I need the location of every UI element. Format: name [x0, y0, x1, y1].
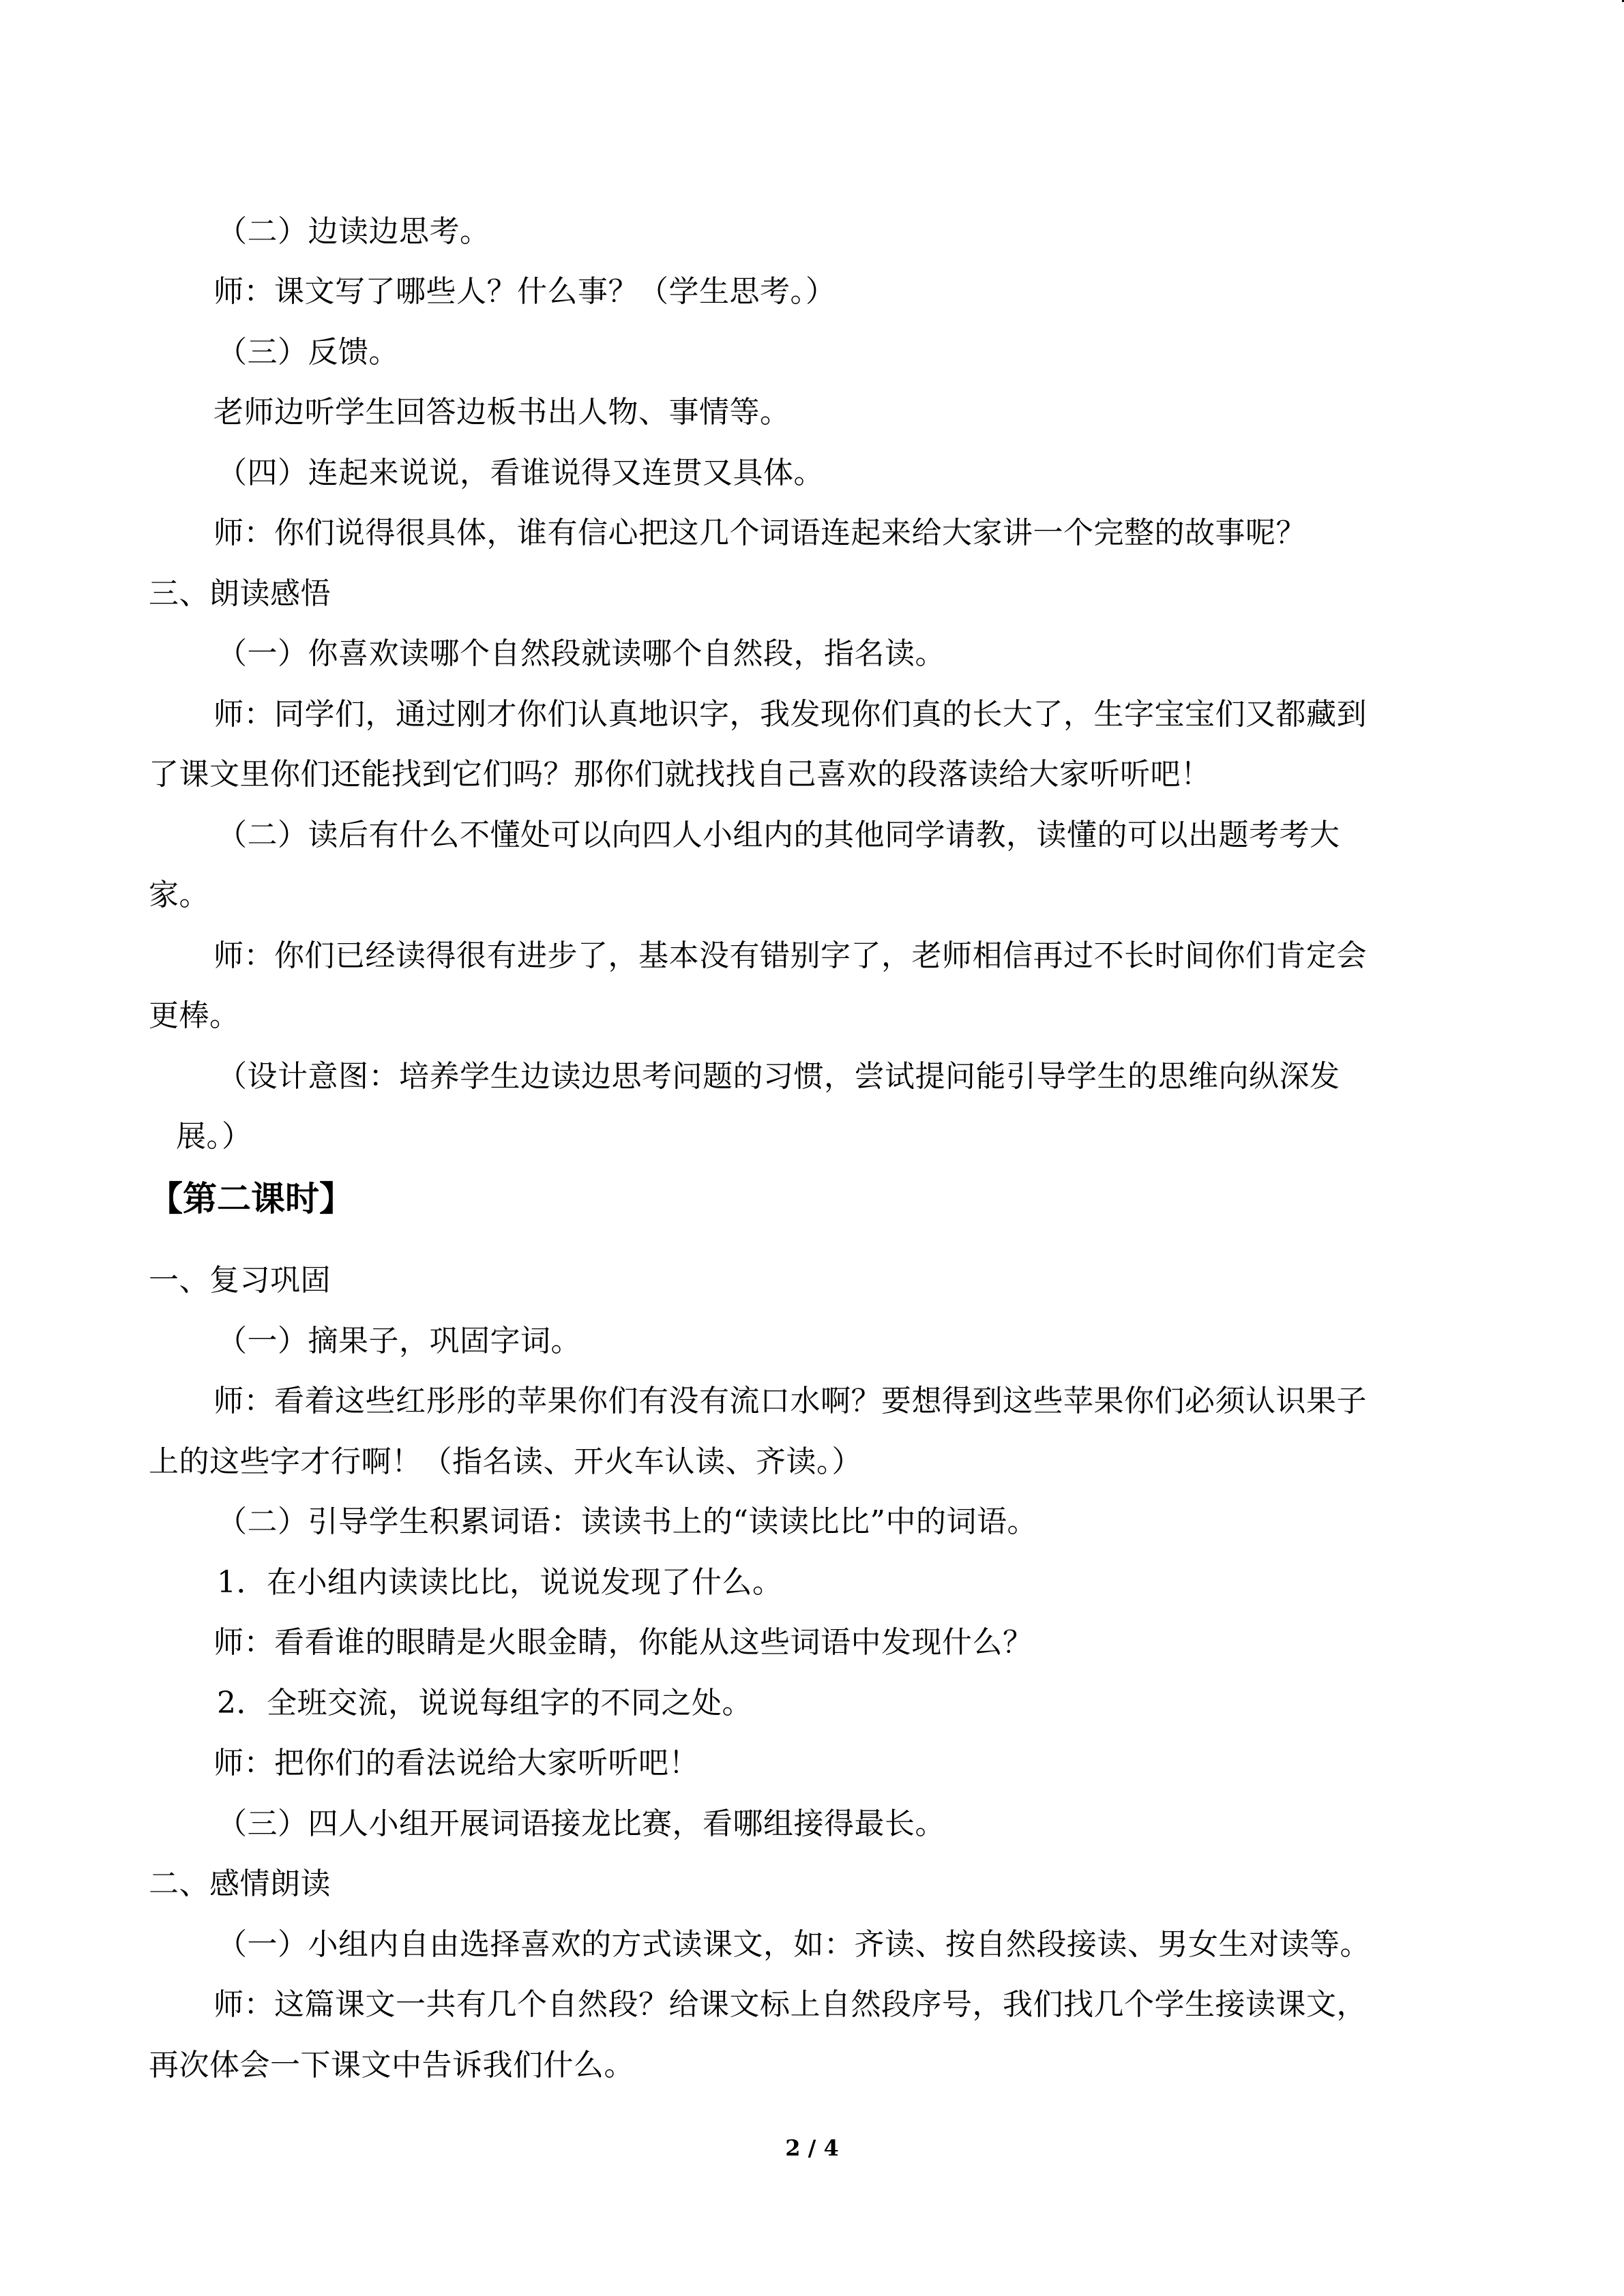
text-line: 更棒。 [149, 998, 240, 1033]
section-title: 三、朗读感悟 [149, 576, 331, 611]
text-line: （四）连起来说说，看谁说得又连贯又具体。 [217, 456, 824, 490]
text-line: （三）四人小组开展词语接龙比赛，看哪组接得最长。 [217, 1806, 945, 1841]
text-line: 了课文里你们还能找到它们吗？那你们就找找自己喜欢的段落读给大家听听吧！ [149, 757, 1211, 792]
text-line: （二）读后有什么不懂处可以向四人小组内的其他同学请教，读懂的可以出题考考大 [217, 818, 1340, 852]
text-line: （二）引导学生积累词语：读读书上的“读读比比”中的词语。 [217, 1504, 1037, 1539]
text-line: 师：同学们，通过刚才你们认真地识字，我发现你们真的长大了，生字宝宝们又都藏到 [213, 697, 1367, 732]
text-line: 师：把你们的看法说给大家听听吧！ [213, 1746, 699, 1780]
text-line: （一）摘果子，巩固字词。 [217, 1324, 581, 1358]
text-line: 1．在小组内读读比比，说说发现了什么。 [217, 1565, 783, 1600]
text-line: 师：看看谁的眼睛是火眼金睛，你能从这些词语中发现什么？ [213, 1625, 1033, 1660]
text-line: （二）边读边思考。 [217, 214, 490, 249]
design-note: （设计意图：培养学生边读边思考问题的习惯，尝试提问能引导学生的思维向纵深发 [217, 1059, 1340, 1094]
text-line: （一）小组内自由选择喜欢的方式读课文，如：齐读、按自然段接读、男女生对读等。 [217, 1927, 1370, 1962]
text-line: 师：你们说得很具体，谁有信心把这几个词语连起来给大家讲一个完整的故事呢？ [213, 516, 1306, 550]
section-title: 一、复习巩固 [149, 1263, 331, 1298]
text-line: 师：课文写了哪些人？什么事？（学生思考。） [213, 274, 836, 309]
text-line: 师：看着这些红彤彤的苹果你们有没有流口水啊？要想得到这些苹果你们必须认识果子 [213, 1384, 1367, 1418]
text-line: 家。 [149, 878, 209, 912]
text-line: （三）反馈。 [217, 335, 399, 370]
text-line: 上的这些字才行啊！（指名读、开火车认读、齐读。） [149, 1444, 862, 1479]
text-line: 师：你们已经读得很有进步了，基本没有错别字了，老师相信再过不长时间你们肯定会 [213, 938, 1367, 973]
text-line: 再次体会一下课文中告诉我们什么。 [149, 2048, 634, 2083]
page-number: 2 / 4 [785, 2135, 839, 2161]
text-line: 2．全班交流，说说每组字的不同之处。 [217, 1686, 752, 1720]
text-line: 老师边听学生回答边板书出人物、事情等。 [213, 395, 791, 430]
design-note: 展。） [176, 1119, 252, 1154]
text-line: （一）你喜欢读哪个自然段就读哪个自然段，指名读。 [217, 636, 945, 671]
section-title: 二、感情朗读 [149, 1866, 331, 1901]
text-line: 师：这篇课文一共有几个自然段？给课文标上自然段序号，我们找几个学生接读课文， [213, 1987, 1367, 2022]
lesson-heading: 【第二课时】 [149, 1179, 353, 1219]
